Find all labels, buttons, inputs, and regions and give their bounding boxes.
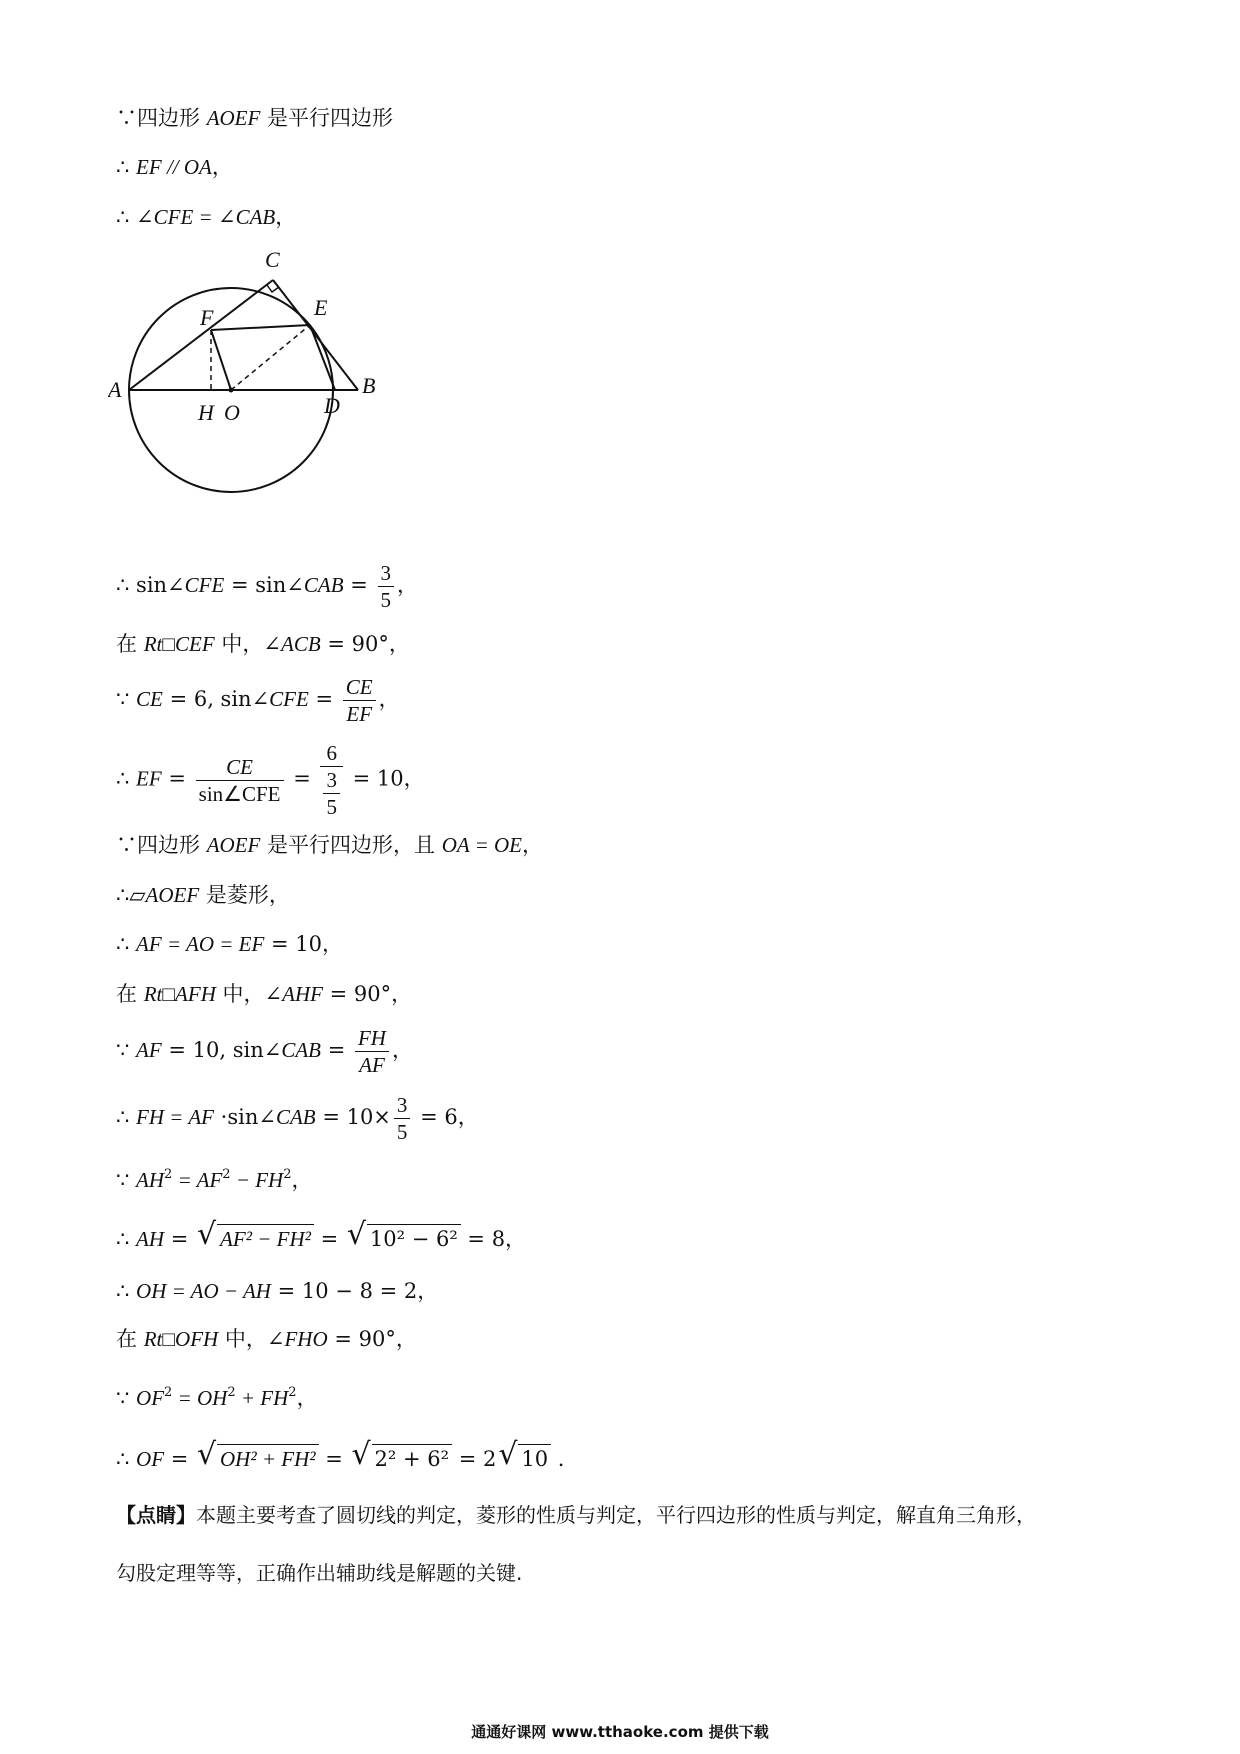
text: = <box>321 1038 352 1062</box>
segment-OE-dashed <box>231 325 310 390</box>
numerator: CE <box>343 674 376 701</box>
radical-sign: √ <box>346 1217 366 1252</box>
expr: ∠CFE = ∠CAB <box>136 205 276 229</box>
label-C: C <box>265 247 280 272</box>
square-root <box>498 1437 551 1474</box>
text: ∵ <box>116 1168 137 1192</box>
line-8 <box>116 830 543 860</box>
numerator: 3 <box>394 1092 411 1119</box>
square-root <box>197 1217 314 1254</box>
text: 中，∠ <box>214 632 281 656</box>
text: = <box>343 573 375 597</box>
exponent: 2 <box>288 1385 297 1400</box>
text: ∴ <box>116 1279 137 1303</box>
numerator: 3 <box>378 560 395 587</box>
var: □AFH <box>162 982 216 1006</box>
denominator: sin∠CFE <box>198 781 281 806</box>
text: = 6， <box>413 1105 479 1129</box>
text: ， <box>391 1038 413 1062</box>
radical-sign: √ <box>197 1437 217 1472</box>
exponent: 2 <box>283 1167 292 1182</box>
text: ∴ <box>116 1105 137 1129</box>
text: = <box>286 766 318 791</box>
text: = 10， <box>264 932 343 956</box>
exponent: 2 <box>164 1385 173 1400</box>
numerator: FH <box>355 1025 389 1052</box>
var: FHO <box>284 1327 328 1351</box>
text: 是平行四边形，且 <box>260 833 442 857</box>
line-10 <box>116 929 343 959</box>
var: OF <box>136 1386 165 1410</box>
var: CFE <box>184 573 225 597</box>
numerator: 3 <box>323 767 340 794</box>
text: ， <box>397 573 419 597</box>
denominator: EF <box>346 702 373 726</box>
square-root <box>346 1217 461 1254</box>
fraction <box>355 1025 389 1078</box>
radicand: 2² + 6² <box>372 1444 453 1473</box>
text: = <box>164 1447 195 1471</box>
exponent: 2 <box>227 1385 236 1400</box>
text: = <box>318 1447 350 1471</box>
numerator: 6 <box>320 740 343 767</box>
note-text: 本题主要考查了圆切线的判定，菱形的性质与判定，平行四边形的性质与判定，解直角三角形， <box>196 1503 1036 1527</box>
text: = <box>308 687 340 711</box>
fraction <box>394 1092 411 1145</box>
radical-sign: √ <box>351 1437 371 1472</box>
exponent: 2 <box>164 1167 173 1182</box>
var: Rt <box>143 1327 163 1351</box>
text: 在 <box>116 1327 144 1351</box>
text: 中，∠ <box>218 1327 285 1351</box>
var: Rt <box>143 982 163 1006</box>
text: ∴ <box>116 205 137 229</box>
text: = 6, sin∠ <box>162 687 270 711</box>
var: Rt <box>143 632 163 656</box>
point-O <box>229 388 234 393</box>
text: ∴ <box>116 932 137 956</box>
text: ， <box>291 1168 313 1192</box>
line-6 <box>116 674 400 727</box>
text: ∵四边形 <box>116 106 207 130</box>
line-5 <box>116 629 410 659</box>
line-11 <box>116 979 412 1009</box>
text: ， <box>521 833 543 857</box>
text: = <box>161 766 193 791</box>
line-13 <box>116 1092 479 1145</box>
text: ∴ <box>116 1447 137 1471</box>
text: = 90°， <box>322 982 413 1006</box>
expr: OH = AO − AH <box>136 1279 271 1303</box>
text: ·sin∠ <box>214 1105 276 1129</box>
var: □OFH <box>162 1327 219 1351</box>
denominator <box>320 767 343 820</box>
var: + FH <box>235 1386 289 1410</box>
var: CAB <box>303 573 344 597</box>
text: ∴ <box>116 1227 137 1251</box>
text: = 10 <box>345 766 404 791</box>
segment-AC <box>129 280 273 390</box>
line-15 <box>116 1217 527 1254</box>
text: ， <box>275 205 297 229</box>
var: EF <box>136 766 162 791</box>
note-tag: 【点睛】 <box>116 1503 196 1527</box>
text: ∴ sin∠ <box>116 573 185 597</box>
var: AH <box>136 1168 165 1192</box>
text: ， <box>296 1386 318 1410</box>
text: 中，∠ <box>215 982 283 1006</box>
label-A: A <box>108 377 122 402</box>
text: ， <box>378 687 400 711</box>
text: 是菱形， <box>199 883 290 907</box>
label-H: H <box>198 400 214 425</box>
denominator: AF <box>359 1053 385 1077</box>
radicand: AF² − FH² <box>217 1224 314 1253</box>
line-1 <box>116 103 393 133</box>
var: CE <box>136 687 163 711</box>
var: CFE <box>269 687 309 711</box>
var: AOEF <box>145 883 200 907</box>
segment-ED <box>310 325 335 390</box>
text: 是平行四边形 <box>260 106 394 130</box>
text: ∵ <box>116 1386 137 1410</box>
text: ∴ <box>116 766 137 791</box>
geometry-diagram <box>108 245 408 495</box>
line-2 <box>116 152 233 182</box>
square-root <box>351 1437 453 1474</box>
line-18 <box>116 1383 318 1413</box>
var: CAB <box>275 1105 316 1129</box>
line-4 <box>116 560 418 613</box>
label-D: D <box>324 393 340 418</box>
line-3 <box>116 202 296 232</box>
denominator: 5 <box>380 588 392 612</box>
fraction <box>323 767 340 820</box>
fraction <box>343 674 376 727</box>
numerator: CE <box>196 754 284 781</box>
var: AF <box>136 1038 162 1062</box>
text: ， <box>211 155 233 179</box>
radicand: 10 <box>518 1444 551 1473</box>
text: ∵ <box>116 1038 137 1062</box>
line-12 <box>116 1025 413 1078</box>
text: ∴ <box>116 155 137 179</box>
text: ∵四边形 <box>116 833 207 857</box>
expr: AF = AO = EF <box>136 932 265 956</box>
var: − FH <box>230 1168 284 1192</box>
text: = 90°， <box>320 632 410 656</box>
line-9 <box>116 880 290 910</box>
denominator: 5 <box>326 795 337 819</box>
segment-FO <box>211 330 231 390</box>
var: AOEF <box>206 106 261 130</box>
var: ACB <box>281 632 321 656</box>
text: ， <box>403 766 425 791</box>
var: = AF <box>172 1168 223 1192</box>
exponent: 2 <box>222 1167 231 1182</box>
label-O: O <box>224 400 240 425</box>
radical-sign: √ <box>498 1437 518 1472</box>
text: = <box>313 1227 345 1251</box>
radicand: 10² − 6² <box>367 1224 461 1253</box>
var: AHF <box>282 982 323 1006</box>
var: AOEF <box>206 833 261 857</box>
fraction <box>320 740 343 820</box>
text: . <box>551 1447 565 1471</box>
text: = 8， <box>460 1227 527 1251</box>
square-root <box>197 1437 319 1474</box>
label-E: E <box>314 295 328 320</box>
line-19 <box>116 1437 565 1474</box>
var: = OH <box>172 1386 228 1410</box>
expr: OA = OE <box>441 833 522 857</box>
denominator: 5 <box>396 1120 408 1144</box>
line-14 <box>116 1165 313 1195</box>
var: AH <box>136 1227 165 1251</box>
text: = 10× <box>315 1105 391 1129</box>
var: CAB <box>281 1038 322 1062</box>
text: = 10 − 8 = 2， <box>270 1279 439 1303</box>
line-7 <box>116 740 425 820</box>
text: = sin∠ <box>224 573 304 597</box>
label-F: F <box>200 305 214 330</box>
text: = 90°， <box>327 1327 417 1351</box>
text: = 10, sin∠ <box>161 1038 282 1062</box>
radical-sign: √ <box>197 1217 217 1252</box>
text: = <box>164 1227 195 1251</box>
radicand: OH² + FH² <box>217 1444 319 1473</box>
text: 在 <box>116 632 144 656</box>
fraction <box>378 560 395 613</box>
note-line-1 <box>116 1500 1036 1530</box>
line-17 <box>116 1324 417 1354</box>
text: ∴▱ <box>116 883 146 907</box>
fraction <box>196 754 284 807</box>
expr: FH = AF <box>136 1105 214 1129</box>
footer-watermark: 通通好课网 www.tthaoke.com 提供下载 <box>471 1723 769 1741</box>
var: OF <box>136 1447 165 1471</box>
text: = 2 <box>452 1447 497 1471</box>
text: ∵ <box>116 687 137 711</box>
line-16 <box>116 1276 438 1306</box>
segment-FE <box>211 325 310 330</box>
note-line-2 <box>116 1558 522 1588</box>
var: □CEF <box>162 632 215 656</box>
note-text: 勾股定理等等，正确作出辅助线是解题的关键. <box>116 1561 523 1585</box>
expr: EF // OA <box>136 155 212 179</box>
label-B: B <box>362 373 376 398</box>
text: 在 <box>116 982 144 1006</box>
